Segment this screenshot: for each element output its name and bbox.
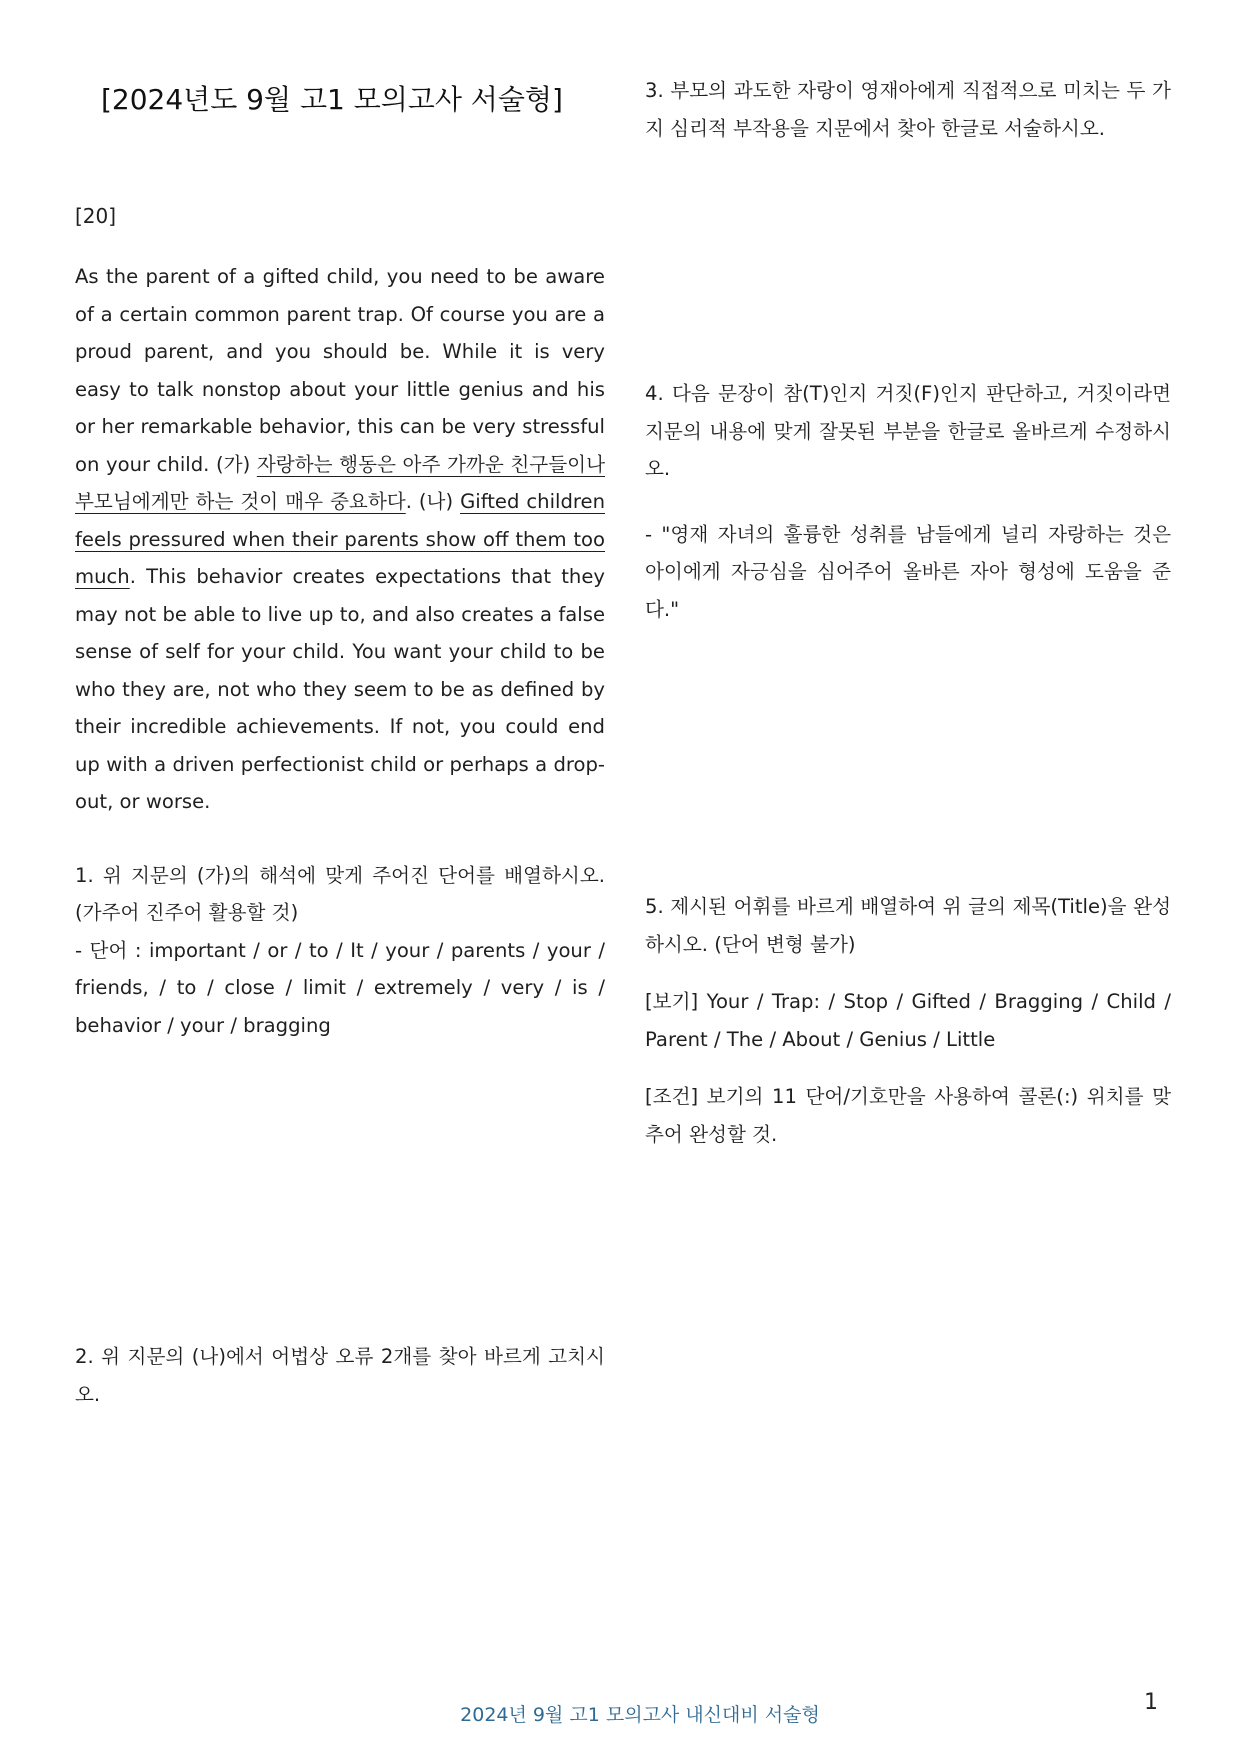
passage-text-part-3: . This behavior creates expectations that they may not be able to live up to, and also creates a false sense of self for your child. You want your child to be who they are, not who they seem to be as defined by their incredible achievements. If not, you could end up with a driven perfectionist child or perhaps a drop-out, or worse. [75,565,605,813]
question-4-statement: - "영재 자녀의 훌륭한 성취를 남들에게 널리 자랑하는 것은 아이에게 자긍심을 심어주어 올바른 자아 형성에 도움을 준다." [645,522,1171,621]
passage-text [75,258,605,821]
right-column [645,72,1171,1153]
passage-text-part-2: . (나) [405,490,461,513]
question-3-prompt: 3. 부모의 과도한 자랑이 영재아에게 직접적으로 미치는 두 가지 심리적 부작용을 지문에서 찾아 한글로 서술하시오. [645,79,1171,140]
question-5-word-box: [보기] Your / Trap: / Stop / Gifted / Bragging / Child / Parent / The / About / Genius / Little [645,990,1171,1051]
question-2 [75,1338,605,1413]
underline-ga: 자랑하는 행동은 아주 가까운 친구들이나 부모님에게만 하는 것이 매우 중요하다 [75,452,605,513]
question-1-word-list: - 단어 : important / or / to / It / your / parents / your / friends, / to / close / limit / extremely / very / is / behavior / your / bragging [75,938,605,1037]
question-3 [645,72,1171,147]
question-1-prompt: 1. 위 지문의 (가)의 해석에 맞게 주어진 단어를 배열하시오. (가주어 진주어 활용할 것) [75,863,605,924]
underline-na: Gifted children feels pressured when their parents show off them too much [75,490,605,588]
footer-title: 2024년 9월 고1 모의고사 내신대비 서술형 [460,1704,820,1726]
page-number: 1 [1144,1690,1158,1715]
passage-number: [20] [75,204,117,228]
question-5-prompt: 5. 제시된 어휘를 바르게 배열하여 위 글의 제목(Title)을 완성하시오. (단어 변형 불가) [645,895,1171,956]
question-5-condition: [조건] 보기의 11 단어/기호만을 사용하여 콜론(:) 위치를 맞추어 완성할 것. [645,1085,1171,1146]
question-1 [75,857,605,1045]
question-4 [645,375,1171,628]
question-4-prompt: 4. 다음 문장이 참(T)인지 거짓(F)인지 판단하고, 거짓이라면 지문의 내용에 맞게 잘못된 부분을 한글로 올바르게 수정하시오. [645,382,1171,480]
passage-text-part-1: As the parent of a gifted child, you need to be aware of a certain common parent trap. Of course you are a proud parent, and you should be. While it is very easy to talk nonstop about your little genius and his or her remarkable behavior, this can be very stressful on your child. (가) [75,265,605,476]
page-title: [2024년도 9월 고1 모의고사 서술형] [101,83,563,116]
left-column [75,70,605,1044]
question-5 [645,888,1171,1153]
question-2-prompt: 2. 위 지문의 (나)에서 어법상 오류 2개를 찾아 바르게 고치시오. [75,1345,605,1406]
